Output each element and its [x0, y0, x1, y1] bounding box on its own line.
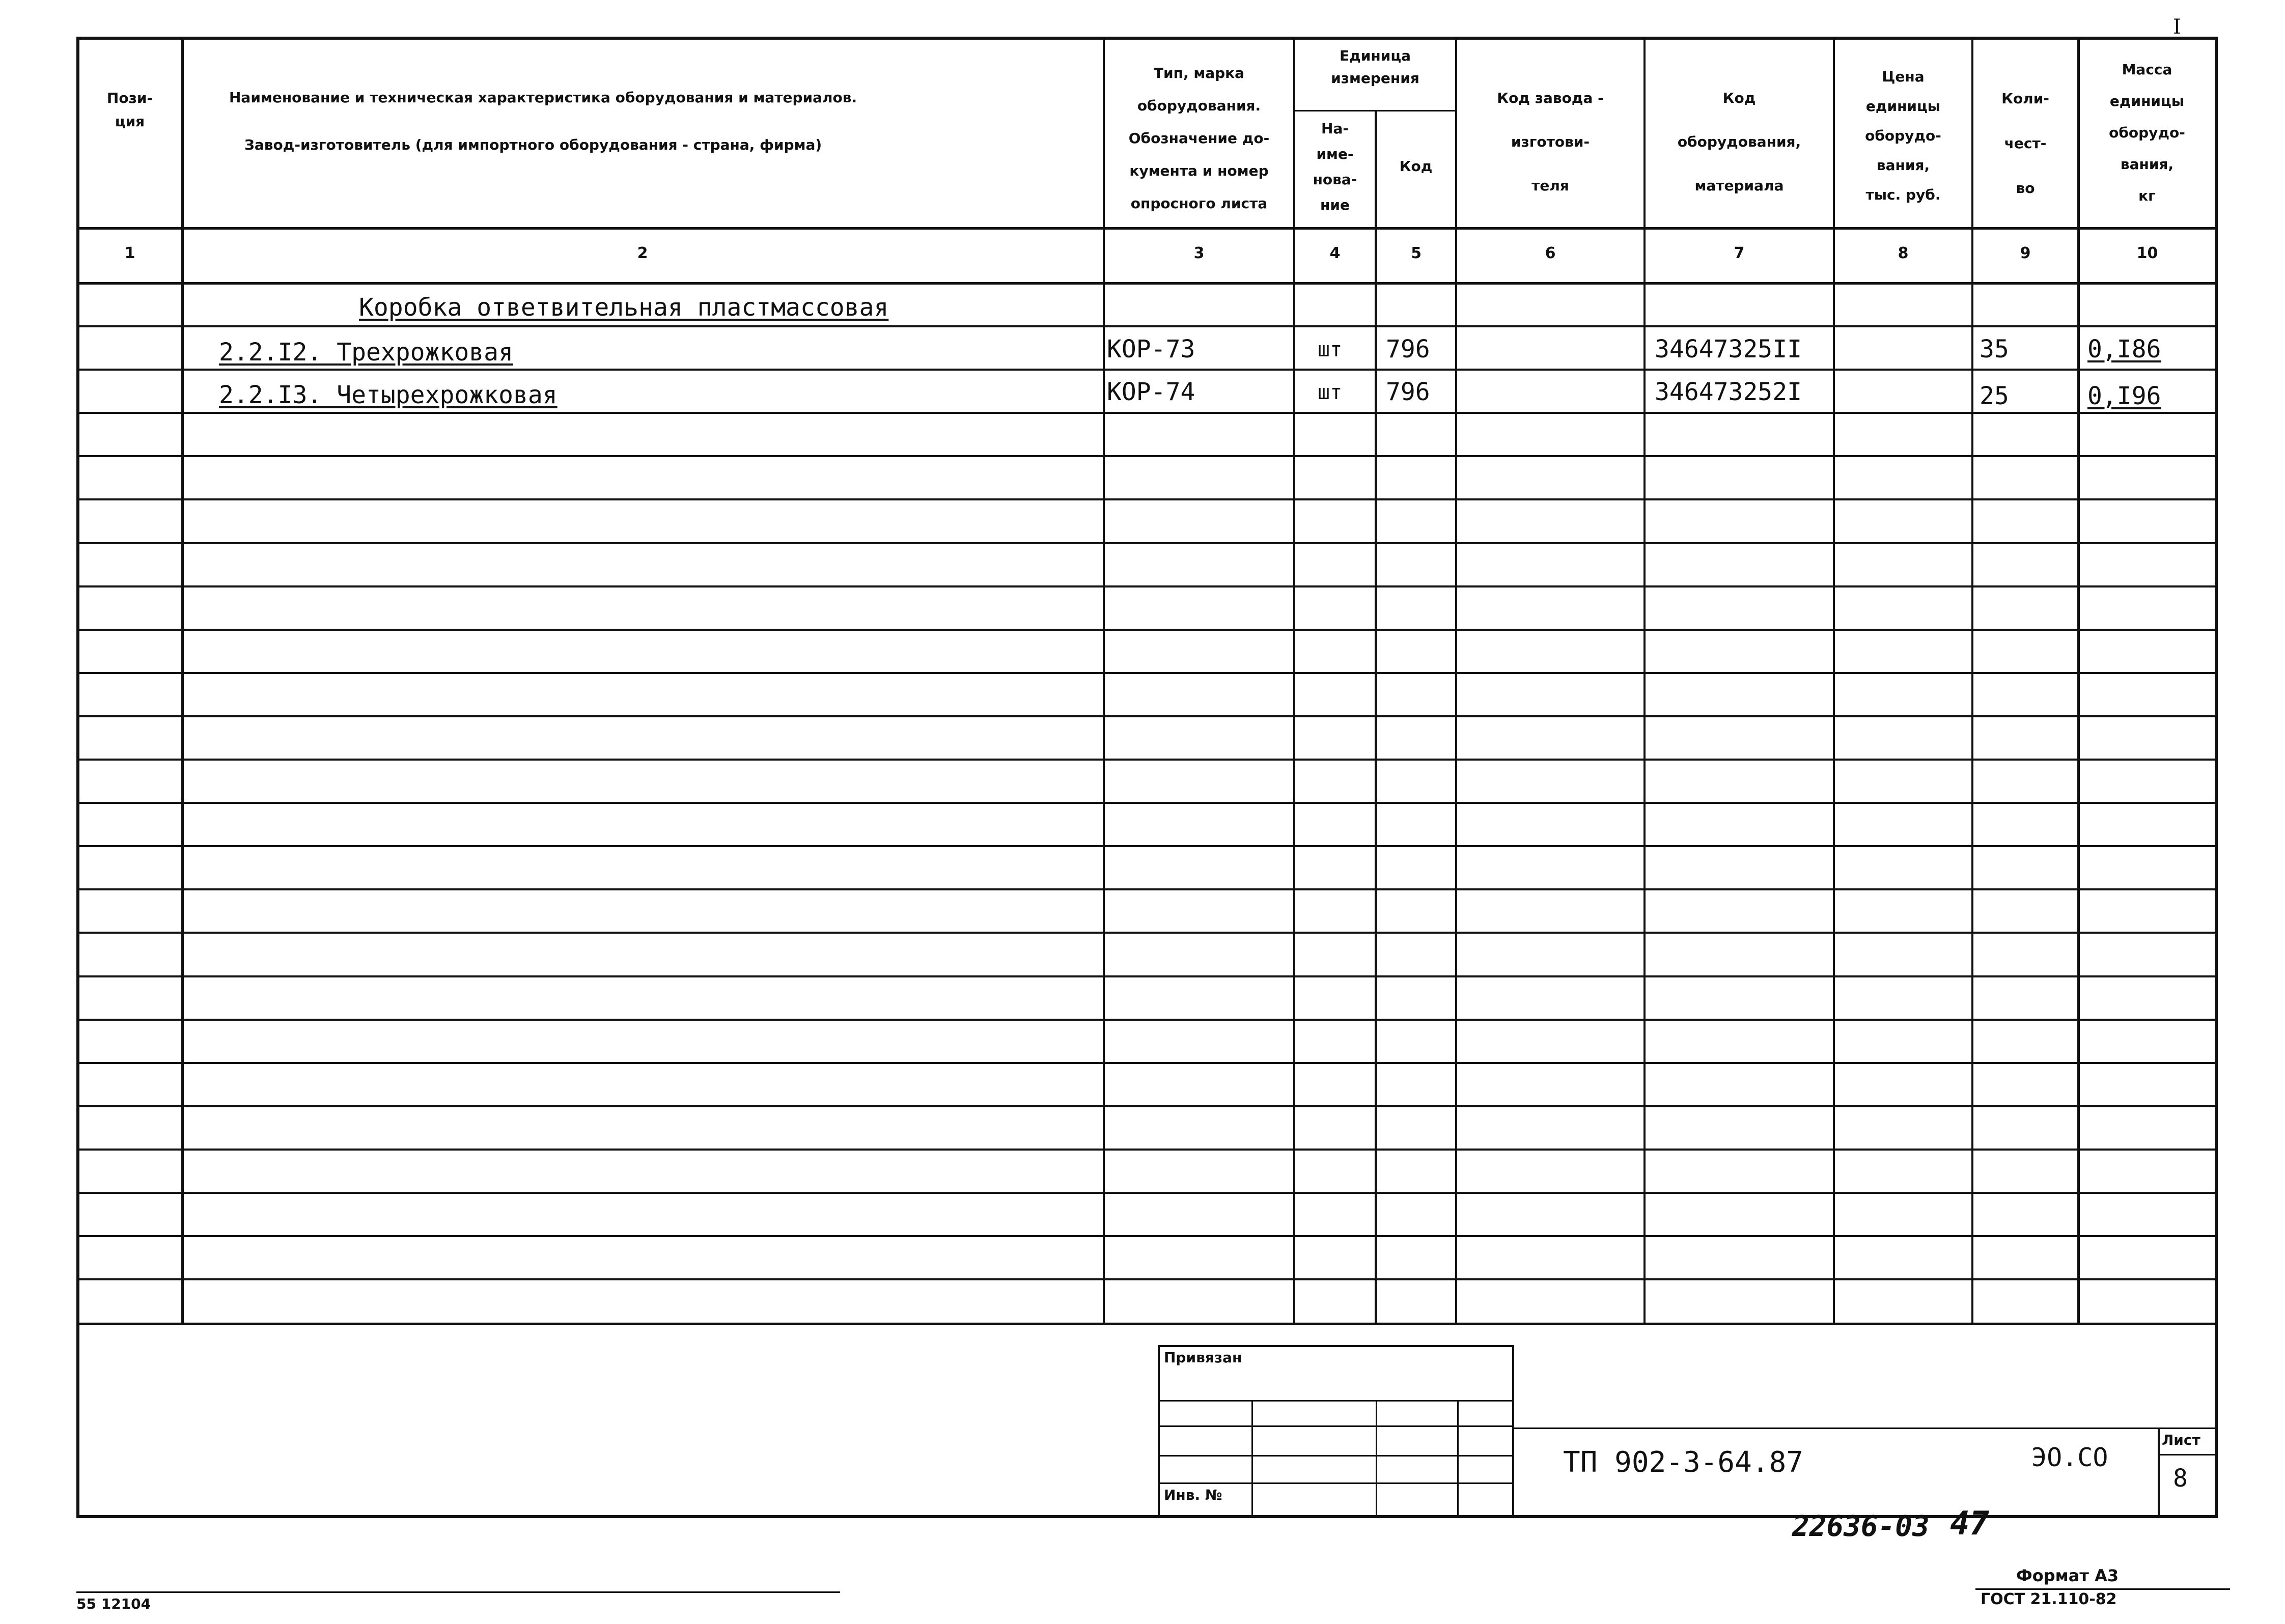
- row-rule: [76, 455, 2218, 457]
- row-rule: [76, 1235, 2218, 1237]
- header-unit-group: Единица измерения: [1331, 47, 1419, 87]
- col-number-9: 9: [2020, 244, 2031, 262]
- row-rule: [76, 759, 2218, 761]
- row-rule: [76, 1019, 2218, 1021]
- row-name: Коробка ответвительная пластмассовая: [359, 293, 889, 322]
- col-number-3: 3: [1193, 244, 1205, 262]
- row-name: 2.2.I2. Трехрожковая: [219, 338, 513, 367]
- row-rule: [76, 498, 2218, 500]
- col-number-10: 10: [2136, 244, 2158, 262]
- corner-mark: I: [2173, 15, 2181, 39]
- col-number-2: 2: [637, 244, 648, 262]
- row-rule: [76, 325, 2218, 327]
- header-unit-code: Код: [1399, 158, 1433, 175]
- header-equip-code: Код оборудования, материала: [1677, 90, 1801, 194]
- row-unit: шт: [1318, 338, 1343, 361]
- col-number-1: 1: [124, 244, 135, 262]
- section-code: ЭО.СО: [2031, 1443, 2108, 1472]
- col-number-6: 6: [1545, 244, 1556, 262]
- row-rule: [76, 629, 2218, 631]
- col-number-5: 5: [1411, 244, 1422, 262]
- row-quantity: 35: [1980, 335, 2009, 363]
- gost-label: ГОСТ 21.110-82: [1981, 1590, 2117, 1608]
- document-code: ТП 902-3-64.87: [1563, 1446, 1804, 1479]
- print-code: 55 12104: [76, 1595, 151, 1612]
- row-type: КОР-73: [1107, 335, 1195, 363]
- inventory-label: Инв. №: [1164, 1487, 1222, 1503]
- header-position: Пози- ция: [106, 90, 153, 130]
- row-rule: [76, 975, 2218, 977]
- row-unit-code: 796: [1386, 335, 1430, 363]
- header-type: Тип, марка оборудования. Обозначение до- кумента и номер опросного листа: [1128, 65, 1270, 212]
- row-rule: [76, 1192, 2218, 1194]
- row-name: 2.2.I3. Четырехрожковая: [219, 381, 558, 409]
- row-rule: [76, 1105, 2218, 1107]
- col-number-4: 4: [1329, 244, 1341, 262]
- row-rule: [76, 369, 2218, 371]
- header-name-line2: Завод-изготовитель (для импортного оборудования - страна, фирма): [244, 136, 822, 153]
- row-rule: [76, 802, 2218, 804]
- sheet-number: 8: [2173, 1464, 2188, 1493]
- col-number-7: 7: [1734, 244, 1745, 262]
- handwritten-archive-number: 22636-03: [1792, 1510, 1930, 1543]
- handwritten-page-number: 47: [1950, 1505, 1990, 1543]
- row-rule: [76, 845, 2218, 847]
- row-rule: [76, 1149, 2218, 1151]
- row-equip-code: 34647325II: [1655, 335, 1802, 363]
- row-equip-code: 346473252I: [1655, 378, 1802, 406]
- attached-label: Привязан: [1164, 1349, 1242, 1366]
- row-unit: шт: [1318, 381, 1343, 404]
- header-name-line1: Наименование и техническая характеристика оборудования и материалов.: [229, 89, 857, 106]
- row-mass: 0,I96: [2087, 382, 2161, 410]
- sheet-label: Лист: [2162, 1432, 2200, 1448]
- header-quantity: Коли- чест- во: [2001, 90, 2049, 197]
- row-rule: [76, 672, 2218, 674]
- row-rule: [76, 932, 2218, 934]
- header-unit-name: На- име- нова- ние: [1313, 120, 1357, 213]
- row-rule: [76, 1062, 2218, 1064]
- col-number-8: 8: [1898, 244, 1909, 262]
- row-rule: [76, 888, 2218, 890]
- row-type: КОР-74: [1107, 378, 1195, 406]
- format-label: Формат А3: [2016, 1566, 2119, 1585]
- header-mass: Масса единицы оборудо- вания, кг: [2109, 61, 2185, 204]
- row-rule: [76, 585, 2218, 587]
- header-price: Цена единицы оборудо- вания, тыс. руб.: [1865, 68, 1941, 203]
- header-factory-code: Код завода - изготови- теля: [1497, 90, 1604, 194]
- row-rule: [76, 542, 2218, 544]
- row-rule: [76, 1278, 2218, 1280]
- row-rule: [76, 412, 2218, 414]
- row-mass: 0,I86: [2087, 335, 2161, 363]
- row-rule: [76, 715, 2218, 717]
- row-quantity: 25: [1980, 382, 2009, 410]
- row-unit-code: 796: [1386, 378, 1430, 406]
